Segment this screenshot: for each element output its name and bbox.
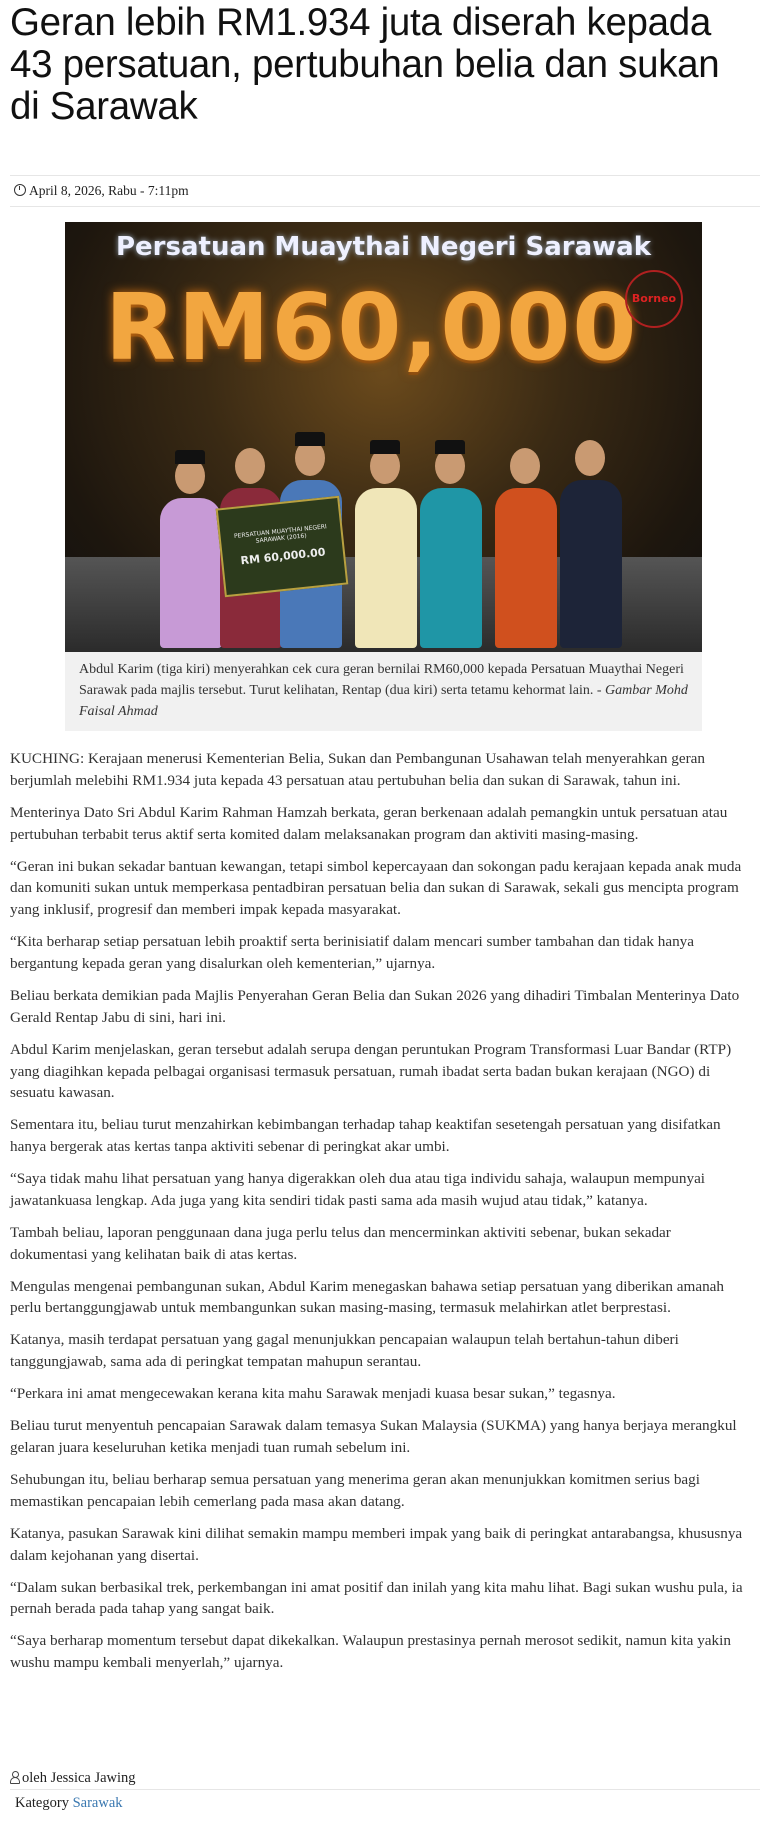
article-paragraph: Mengulas mengenai pembangunan sukan, Abdul Karim menegaskan bahawa setiap persatuan yang diberikan amanah perlu bertanggungjawab untuk membangunkan sukan masing-masing, termasuk melahirkan atlet berprestasi. bbox=[10, 1277, 725, 1317]
user-icon bbox=[10, 1771, 19, 1783]
article-body bbox=[10, 748, 752, 1684]
publish-date bbox=[14, 183, 189, 199]
person bbox=[355, 488, 417, 648]
clock-icon bbox=[14, 184, 26, 196]
article-paragraph: Beliau turut menyentuh pencapaian Sarawak dalam temasya Sukan Malaysia (SUKMA) yang hanya berjaya merangkul gelaran juara keseluruhan ketika menjadi tuan rumah sebelum ini. bbox=[10, 1417, 737, 1456]
article-paragraph: Abdul Karim menjelaskan, geran tersebut adalah serupa dengan peruntukan Program Transformasi Luar Bandar (RTP) yang diagihkan kepada pelbagai organisasi termasuk persatuan, rumah ibadat serta badan bukan kerajaan (NGO) di sesuatu kawasan. bbox=[10, 1040, 732, 1102]
photo-banner-text: Persatuan Muaythai Negeri Sarawak bbox=[115, 232, 652, 262]
article-photo[interactable] bbox=[65, 222, 702, 652]
borneo-online-logo: Borneo bbox=[625, 270, 683, 328]
photo-amount-text: RM60,000 bbox=[105, 274, 639, 381]
author-byline bbox=[10, 1770, 136, 1787]
mock-cheque bbox=[216, 496, 349, 597]
cheque-org: PERSATUAN MUAYTHAI NEGERI SARAWAK (2016) bbox=[233, 523, 328, 545]
article-title: Geran lebih RM1.934 juta diserah kepada 43 persatuan, pertubuhan belia dan sukan di Sarawak bbox=[10, 1, 720, 128]
author-name: oleh Jessica Jawing bbox=[22, 1770, 136, 1786]
article-figure bbox=[65, 222, 702, 731]
category-line bbox=[15, 1795, 123, 1812]
divider bbox=[10, 1789, 760, 1790]
article-paragraph: Katanya, masih terdapat persatuan yang gagal menunjukkan pencapaian walaupun telah bertahun-tahun diberi tanggungjawab, sama ada di peringkat tempatan mahupun serantau. bbox=[10, 1331, 679, 1371]
article-paragraph: KUCHING: Kerajaan menerusi Kementerian Belia, Sukan dan Pembangunan Usahawan telah menyerahkan geran berjumlah melebihi RM1.934 juta kepada 43 persatuan atau pertubuhan belia dan sukan di Sarawak, tahun ini. bbox=[10, 750, 706, 789]
article-paragraph: “Perkara ini amat mengecewakan kerana kita mahu Sarawak menjadi kuasa besar sukan,” tegasnya. bbox=[10, 1385, 616, 1403]
person bbox=[160, 498, 222, 648]
article-paragraph: Menterinya Dato Sri Abdul Karim Rahman Hamzah berkata, geran berkenaan adalah pemangkin untuk persatuan atau pertubuhan terbabit terus aktif serta komited dalam melaksanakan program dan aktiviti masing-masing. bbox=[10, 803, 728, 843]
article-paragraph: Sementara itu, beliau turut menzahirkan kebimbangan terhadap tahap keaktifan sesetengah persatuan yang disifatkan hanya bergerak atas kertas tanpa aktiviti sebenar di peringkat akar umbi. bbox=[10, 1116, 721, 1156]
person bbox=[560, 480, 622, 648]
article-paragraph: “Kita berharap setiap persatuan lebih proaktif serta berinisiatif dalam mencari sumber tambahan dan tidak hanya bergantung kepada geran yang disalurkan oleh kementerian,” ujarnya. bbox=[10, 933, 695, 972]
category-label: Kategory bbox=[15, 1795, 69, 1811]
category-link[interactable]: Sarawak bbox=[72, 1795, 123, 1811]
person bbox=[495, 488, 557, 648]
article-paragraph: “Saya berharap momentum tersebut dapat dikekalkan. Walaupun prestasinya pernah merosot sedikit, namun kita yakin wushu mampu kembali menyerlah,” ujarnya. bbox=[10, 1632, 731, 1672]
person bbox=[420, 488, 482, 648]
article-paragraph: “Geran ini bukan sekadar bantuan kewangan, tetapi simbol kepercayaan dan sokongan padu kerajaan kepada anak muda dan komuniti sukan untuk memperkasa pentadbiran persatuan belia dan sukan di Sarawak, sekali gus mencipta program yang inklusif, progresif dan memberi impak kepada masyarakat. bbox=[10, 857, 742, 919]
article-paragraph: Katanya, pasukan Sarawak kini dilihat semakin mampu memberi impak yang baik di peringkat antarabangsa, khususnya dalam kejohanan yang disertai. bbox=[10, 1524, 743, 1564]
article-meta bbox=[10, 175, 760, 207]
article-paragraph: Beliau berkata demikian pada Majlis Penyerahan Geran Belia dan Sukan 2026 yang dihadiri Timbalan Menterinya Dato Gerald Rentap Jabu di sini, hari ini. bbox=[10, 986, 740, 1026]
cheque-amount: RM 60,000.00 bbox=[240, 545, 327, 568]
article-paragraph: Tambah beliau, laporan penggunaan dana juga perlu telus dan mencerminkan aktiviti sebenar, bukan sekadar dokumentasi yang kelihatan baik di atas kertas. bbox=[10, 1223, 671, 1263]
photo-caption bbox=[65, 652, 702, 731]
article-paragraph: “Saya tidak mahu lihat persatuan yang hanya digerakkan oleh dua atau tiga individu sahaja, walaupun mempunyai jawatankuasa lengkap. Ada juga yang kita sendiri tidak pasti sama ada masih wujud atau tidak,” katanya. bbox=[10, 1170, 706, 1209]
article-paragraph: “Dalam sukan berbasikal trek, perkembangan ini amat positif dan inilah yang kita mahu lihat. Bagi sukan wushu pula, ia pernah berada pada tahap yang sangat baik. bbox=[10, 1578, 743, 1618]
caption-text: Abdul Karim (tiga kiri) menyerahkan cek cura geran bernilai RM60,000 kepada Persatuan Muaythai Negeri Sarawak pada majlis tersebut. Turut kelihatan, Rentap (dua kiri) serta tetamu kehormat lain. - bbox=[79, 662, 684, 698]
photo-credit: Gambar Mohd Faisal Ahmad bbox=[79, 683, 688, 719]
article-paragraph: Sehubungan itu, beliau berharap semua persatuan yang menerima geran akan menunjukkan komitmen serius bagi memastikan pencapaian lebih cemerlang pada masa akan datang. bbox=[10, 1470, 700, 1510]
publish-date-text: April 8, 2026, Rabu - 7:11pm bbox=[29, 183, 189, 198]
